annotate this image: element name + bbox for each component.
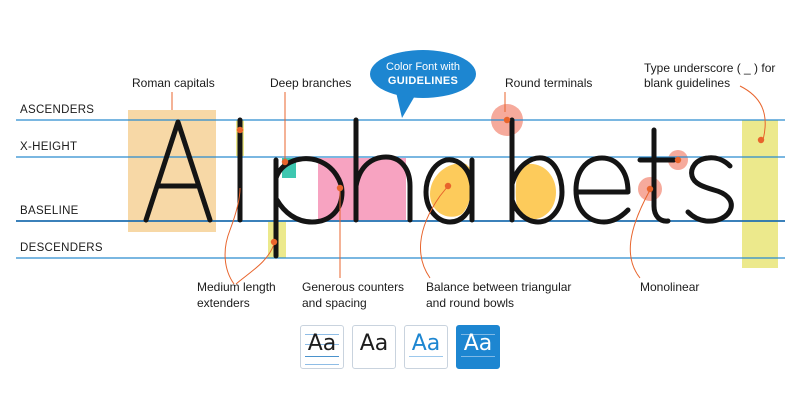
descenders-label: DESCENDERS	[20, 242, 103, 254]
sample-glyph-1: Aa	[307, 331, 337, 356]
sample-plain[interactable]	[352, 325, 396, 369]
round-terminals-label: Round terminals	[505, 76, 593, 90]
bubble-line-1: Color Font with	[386, 61, 460, 73]
deep-branches-label: Deep branches	[270, 76, 352, 90]
dot-bowl	[445, 183, 451, 189]
bowls-label-line2: and round bowls	[426, 296, 515, 310]
counters-label-line1: Generous counters	[302, 280, 405, 294]
sample-guide-base-3	[409, 356, 443, 357]
bubble-line-2: GUIDELINES	[387, 75, 459, 87]
extenders-label-line2: extenders	[197, 296, 250, 310]
dot-deep-branch	[282, 159, 288, 165]
bowls-label-line1: Balance between triangular	[426, 280, 572, 294]
sample-guide-base-4	[461, 356, 495, 357]
x-height-label: X-HEIGHT	[20, 141, 78, 153]
sample-plain-guides[interactable]	[300, 325, 344, 369]
roman-capitals-label: Roman capitals	[132, 76, 215, 90]
leader-monolinear	[630, 190, 650, 278]
sample-glyph-2: Aa	[359, 331, 389, 356]
ascenders-label: ASCENDERS	[20, 104, 95, 116]
underscore-label-line2: blank guidelines	[644, 76, 731, 90]
dot-underscore	[758, 137, 764, 143]
sample-glyph-4: Aa	[463, 331, 493, 356]
extenders-label-line1: Medium length	[197, 280, 276, 294]
dot-terminal-e	[675, 157, 681, 163]
counters-label-line2: and spacing	[302, 296, 367, 310]
dot-terminal-s	[647, 186, 653, 192]
sample-blue-text[interactable]	[404, 325, 448, 369]
sample-blue-fill[interactable]	[456, 325, 500, 369]
glyph-s	[688, 158, 731, 221]
sample-glyph-3: Aa	[411, 331, 441, 356]
baseline-label: BASELINE	[20, 205, 79, 217]
sample-guide-desc	[305, 364, 339, 365]
style-samples	[300, 325, 500, 371]
glyph-e	[576, 158, 628, 222]
dot-descender	[271, 239, 277, 245]
dot-terminal-l	[504, 117, 510, 123]
sample-guide-base	[305, 356, 339, 357]
glyph-t	[640, 130, 674, 221]
color-font-bubble	[370, 50, 476, 98]
underscore-label-line1: Type underscore ( _ ) for	[644, 61, 776, 75]
b-bowl-fill	[516, 164, 556, 220]
roman-capitals-highlight	[128, 110, 216, 232]
annotation-dots	[237, 117, 764, 245]
dot-ascender	[237, 127, 243, 133]
dot-counter	[337, 185, 343, 191]
monolinear-label: Monolinear	[640, 280, 700, 294]
